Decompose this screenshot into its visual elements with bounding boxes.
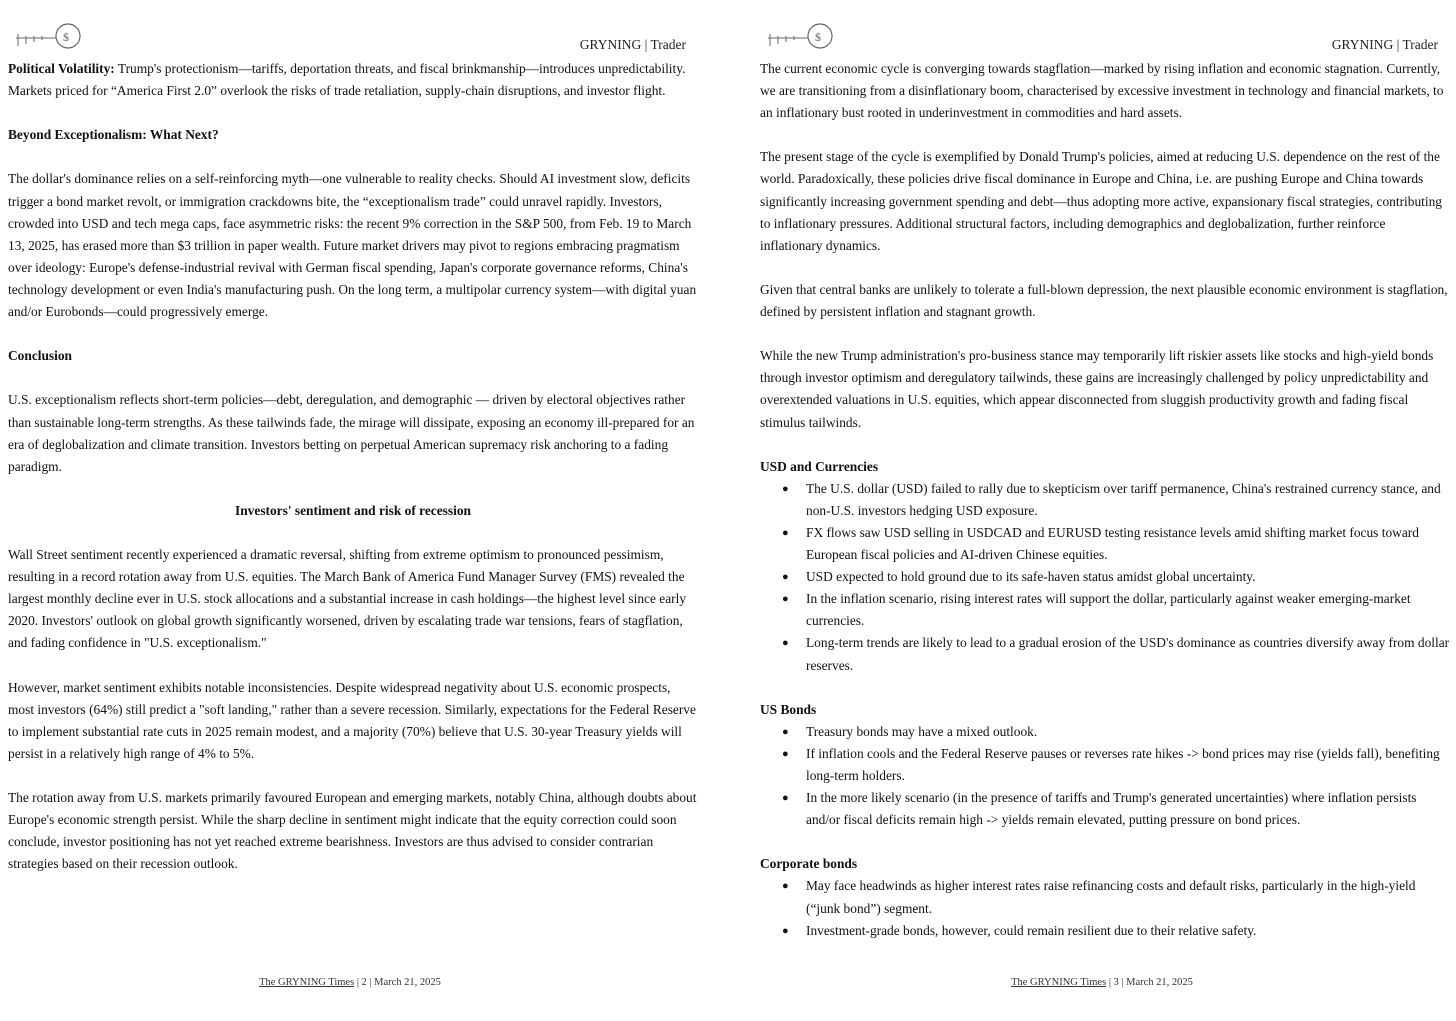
- economic-cycle-paragraph: The current economic cycle is converging towards stagflation—marked by rising inflation and economic stagnation. Currently, we are transitioning from a disinflationary boom, characterised by excessive investment in technology and financial markets, to an inflationary bust rooted in underinvestment in commodities and hard assets.: [760, 61, 1444, 121]
- page-header: GRYNING | Trader: [1331, 37, 1438, 52]
- gryning-logo-icon: [764, 20, 836, 54]
- sentiment-paragraph-2: However, market sentiment exhibits notable inconsistencies. Despite widespread negativity about U.S. economic prospects, most investors (64%) still predict a "soft landing," rather than a severe recession. Similarly, expectations for the Federal Reserve to implement substantial rate cuts in 2025 remain modest, and a majority (70%) believe that U.S. 30-year Treasury yields will persist in a relatively high range of 4% to 5%.: [8, 679, 696, 761]
- usd-currencies-heading: [760, 456, 1450, 478]
- list-item: ● The U.S. dollar (USD) failed to rally due to skepticism over tariff permanence, China's restrained currency stance, and non-U.S. investors hedging USD exposure.: [806, 478, 1450, 522]
- usd-currencies-list: [760, 478, 1450, 677]
- list-item: ● In the inflation scenario, rising interest rates will support the dollar, particularly against weaker emerging-market currencies.: [806, 588, 1450, 632]
- publication-link[interactable]: The GRYNING Times: [259, 977, 355, 988]
- page-3-content: [760, 58, 1450, 964]
- corporate-bonds-list: [760, 875, 1450, 941]
- sentiment-paragraph-3: The rotation away from U.S. markets primarily favoured European and emerging markets, notably China, although doubts about Europe's economic strength persist. While the sharp decline in sentiment might indicate that the equity correction could soon conclude, investor positioning has not yet reached extreme bearishness. Investors are thus advised to consider contrarian strategies based on their recession outlook.: [8, 790, 697, 872]
- list-item: ● Treasury bonds may have a mixed outlook.: [806, 721, 1450, 743]
- beyond-exceptionalism-heading: [8, 124, 698, 146]
- list-item: ● FX flows saw USD selling in USDCAD and EURUSD testing resistance levels amid shifting market focus toward European fiscal policies and AI-driven Chinese equities.: [806, 522, 1450, 566]
- page-3: [752, 0, 1452, 1021]
- sentiment-paragraph-1: Wall Street sentiment recently experienced a dramatic reversal, shifting from extreme optimism to pronounced pessimism, resulting in a record rotation away from U.S. equities. The March Bank of America Fund Manager Survey (FMS) revealed the largest monthly decline ever in U.S. stock allocations and a substantial increase in cash holdings—the highest level since early 2020. Investors' outlook on global growth significantly worsened, driven by escalating trade war tensions, fears of stagflation, and fading confidence in "U.S. exceptionalism.": [8, 547, 687, 651]
- page-2-content: [8, 58, 698, 898]
- sentiment-heading: Investors' sentiment and risk of recession: [235, 502, 471, 518]
- list-item: ● May face headwinds as higher interest rates raise refinancing costs and default risks, particularly in the high-yield (“junk bond”) segment.: [806, 875, 1450, 919]
- footer-page-info: | 2 | March 21, 2025: [354, 977, 441, 988]
- publication-link[interactable]: The GRYNING Times: [1011, 977, 1107, 988]
- political-volatility-text: Trump's protectionism—tariffs, deportation threats, and fiscal brinkmanship—introduces unpredictability. Markets priced for “America First 2.0” overlook the risks of trade retaliation, supply-chain disruptions, and investor flight.: [8, 61, 686, 99]
- page-footer: [752, 977, 1452, 988]
- trump-administration-paragraph: While the new Trump administration's pro-business stance may temporarily lift riskier assets like stocks and high-yield bonds through investor optimism and deregulatory tailwinds, these gains are increasingly challenged by policy unpredictability and overextended valuations in U.S. equities, which appear disconnected from sluggish productivity growth and fading fiscal stimulus tailwinds.: [760, 348, 1434, 430]
- corporate-bonds-heading-text: Corporate bonds: [760, 856, 858, 872]
- us-bonds-heading: [760, 699, 1450, 721]
- footer-page-info: | 3 | March 21, 2025: [1106, 977, 1193, 988]
- list-item: ● If inflation cools and the Federal Reserve pauses or reverses rate hikes -> bond prices may rise (yields fall), benefiting long-term holders.: [806, 743, 1450, 787]
- list-item: ● In the more likely scenario (in the presence of tariffs and Trump's generated uncertainties) where inflation persists and/or fiscal deficits remain high -> yields remain elevated, putting pressure on bond prices.: [806, 787, 1450, 831]
- page-2: [0, 0, 700, 1021]
- stagflation-paragraph: Given that central banks are unlikely to tolerate a full-blown depression, the next plausible economic environment is stagflation, defined by persistent inflation and stagnant growth.: [760, 281, 1448, 320]
- us-bonds-heading-text: US Bonds: [760, 701, 817, 717]
- list-item: ● USD expected to hold ground due to its safe-haven status amidst global uncertainty.: [806, 566, 1450, 588]
- dollar-dominance-paragraph: The dollar's dominance relies on a self-reinforcing myth—one vulnerable to reality checks. Should AI investment slow, deficits trigger a bond market revolt, or immigration crackdowns bite, the “exceptionalism trade” could unravel rapidly. Investors, crowded into USD and tech mega caps, face asymmetric risks: the recent 9% correction in the S&P 500, from Feb. 19 to March 13, 2025, has erased more than $3 trillion in paper wealth. Future market drivers may pivot to regions embracing pragmatism over ideology: Europe's defense-industrial revival with German fiscal spending, Japan's corporate governance reforms, China's technology development or even India's manufacturing push. On the long term, a multipolar currency system—with digital yuan and/or Eurobonds—could progressively emerge.: [8, 171, 697, 320]
- svg-text:$: $: [63, 30, 69, 44]
- list-item: ● Long-term trends are likely to lead to a gradual erosion of the USD's dominance as countries diversify away from dollar reserves.: [806, 632, 1450, 676]
- gryning-logo-icon: [12, 20, 84, 54]
- us-bonds-list: [760, 721, 1450, 831]
- cycle-stage-paragraph: The present stage of the cycle is exemplified by Donald Trump's policies, aimed at reducing U.S. dependence on the rest of the world. Paradoxically, these policies drive fiscal dominance in Europe and China, i.e. are pushing Europe and China towards significantly increasing government spending and debt—thus adopting more active, expansionary fiscal strategies, contributing to inflationary pressures. Additional structural factors, including demographics and deglobalization, further reinforce inflationary dynamics.: [760, 149, 1443, 253]
- page-header: GRYNING | Trader: [579, 37, 686, 52]
- conclusion-heading: [8, 345, 698, 367]
- usd-currencies-heading-text: USD and Currencies: [760, 458, 879, 474]
- conclusion-heading-text: Conclusion: [8, 348, 72, 364]
- corporate-bonds-heading: [760, 853, 1450, 875]
- political-volatility-label: Political Volatility:: [8, 61, 115, 76]
- svg-text:$: $: [815, 30, 821, 44]
- conclusion-paragraph: U.S. exceptionalism reflects short-term policies—debt, deregulation, and demographic — driven by electoral objectives rather than sustainable long-term strengths. As these tailwinds fade, the mirage will dissipate, exposing an economy ill-prepared for an era of deglobalization and climate transition. Investors betting on perpetual American supremacy risk anchoring to a fading paradigm.: [8, 392, 695, 474]
- list-item: ● Investment-grade bonds, however, could remain resilient due to their relative safety.: [806, 920, 1450, 942]
- beyond-exceptionalism-heading-text: Beyond Exceptionalism: What Next?: [8, 127, 219, 143]
- page-footer: [0, 977, 700, 988]
- political-volatility-paragraph: [8, 58, 698, 102]
